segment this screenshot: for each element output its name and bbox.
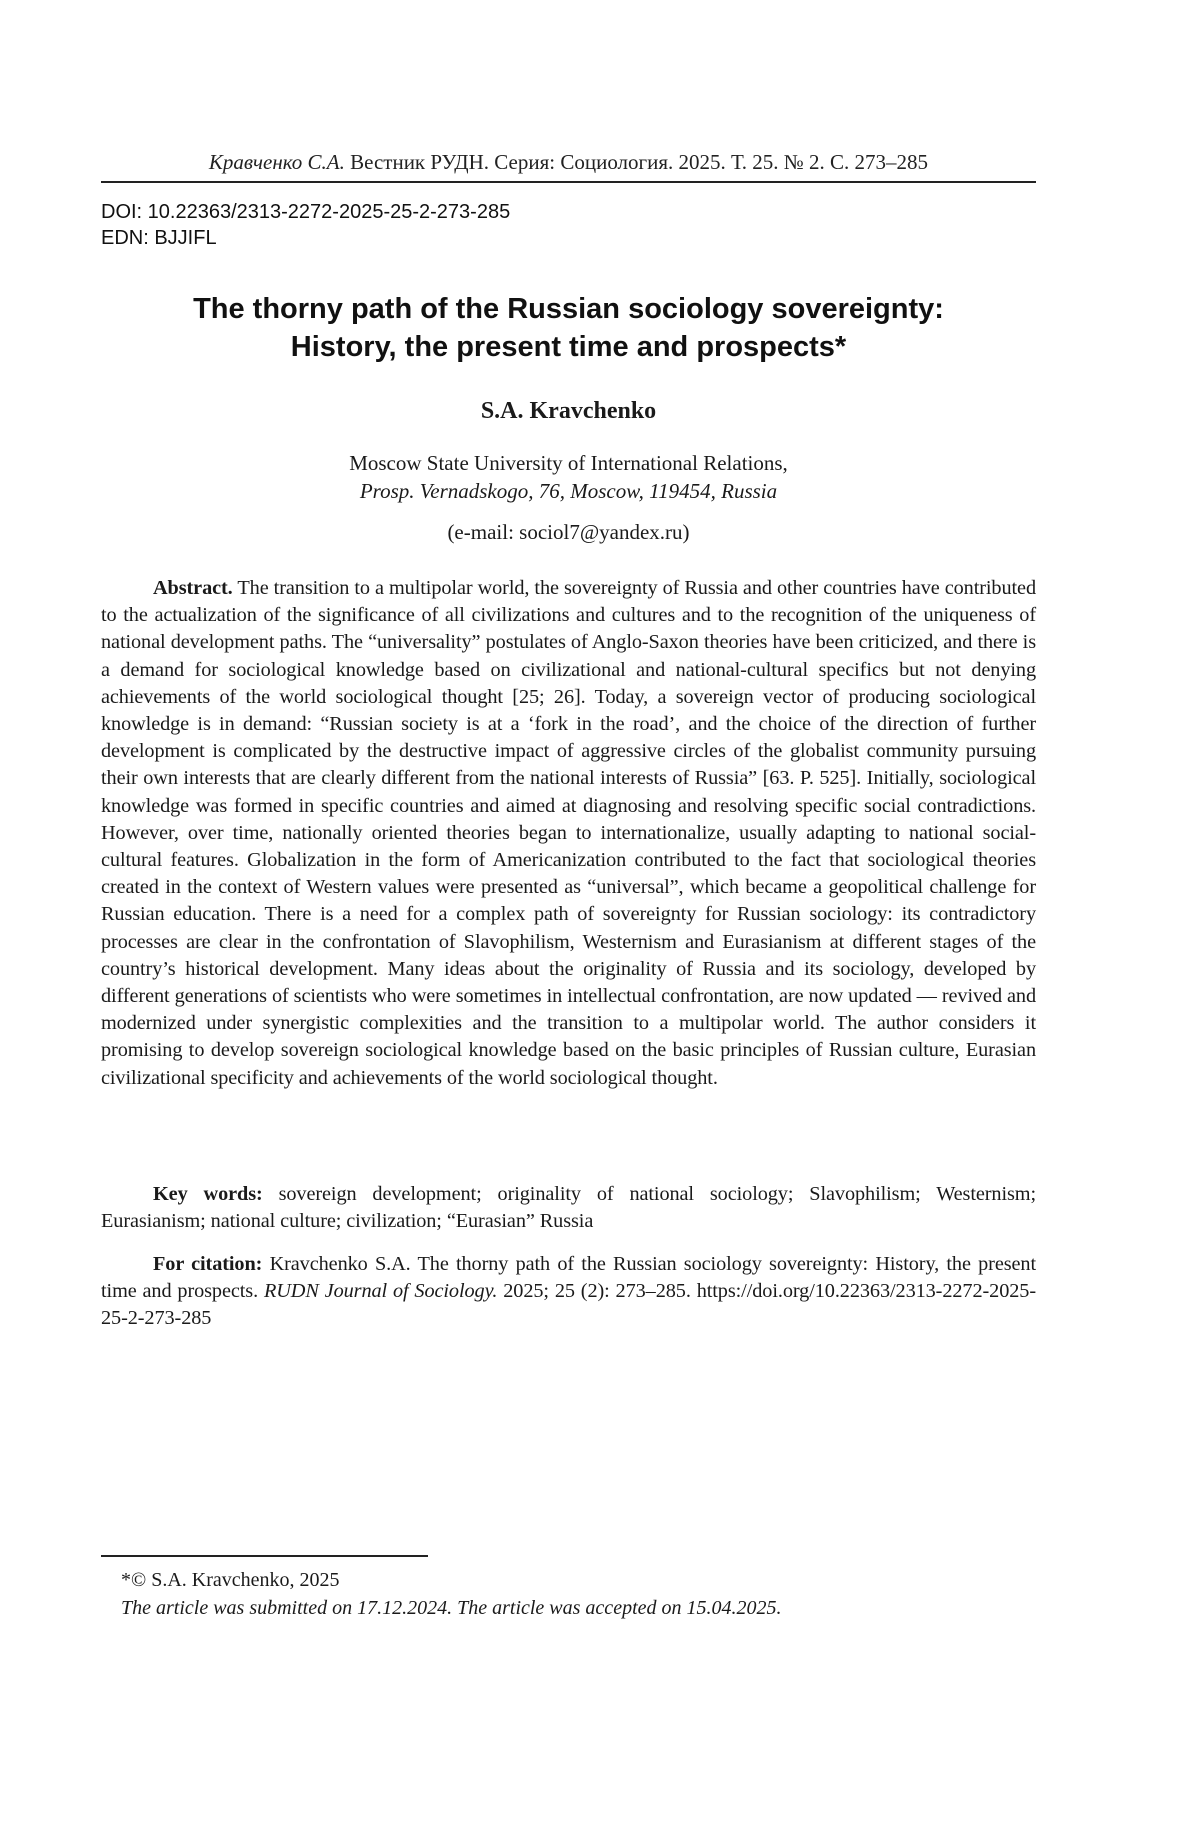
affiliation-org: Moscow State University of International Relations, <box>101 449 1036 477</box>
citation-text-2: 2025; 25 (2): 273–285. https://doi.org/10.22363/2313-2272-2025-25-2-273-285 <box>101 1280 1036 1329</box>
running-head <box>101 150 1036 174</box>
article-title-line-2: History, the present time and prospects* <box>101 328 1036 366</box>
article-page <box>0 0 1200 1834</box>
citation-text: Kravchenko S.A. The thorny path of the Russian sociology sovereignty: History, the present time and prospects. <box>101 1253 1036 1302</box>
footnote-dates: The article was submitted on 17.12.2024. The article was accepted on 15.04.2025. <box>121 1594 782 1622</box>
abstract <box>101 575 1036 1092</box>
header-rule <box>101 181 1036 183</box>
keywords-label: Key words: <box>153 1183 263 1205</box>
running-head-author: Кравченко С.А. <box>209 150 345 174</box>
abstract-text: The transition to a multipolar world, the sovereignty of Russia and other countries have contributed to the actualization of the significance of all civilizations and cultures and to the recognition of the uniqueness of national development paths. The “universality” postulates of Anglo-Saxon theories have been criticized, and there is a demand for sociological knowledge based on civilizational and national-cultural specifics but not denying achievements of the world sociological thought [25; 26]. Today, a sovereign vector of producing sociological knowledge is in demand: “Russian society is at a ‘fork in the road’, and the choice of the direction of further development is complicated by the destructive impact of aggressive circles of the globalist community pursuing their own interests that are clearly different from the national interests of Russia” [63. P. 525]. Initially, sociological knowledge was formed in specific countries and aimed at diagnosing and resolving specific social contradictions. However, over time, nationally oriented theories began to internationalize, usually adapting to national social-cultural features. Globalization in the form of Americanization contributed to the fact that sociological theories created in the context of Western values were presented as “universal”, which became a geopolitical challenge for Russian education. There is a need for a complex path of sovereignty for Russian sociology: its contradictory processes are clear in the confrontation of Slavophilism, Westernism and Eurasianism at different stages of the country’s historical development. Many ideas about the originality of Russia and its sociology, developed by different generations of scientists who were sometimes in intellectual confrontation, are now updated — revived and modernized under synergistic complexities and the transition to a multipolar world. The author considers it promising to develop sovereign sociological knowledge based on the basic principles of Russian culture, Eurasian civilizational specificity and achievements of the world sociological thought. <box>101 577 1036 1089</box>
citation <box>101 1251 1036 1333</box>
abstract-label: Abstract. <box>153 577 233 599</box>
keywords <box>101 1181 1036 1235</box>
affiliation <box>101 449 1036 505</box>
edn: EDN: BJJIFL <box>101 225 510 251</box>
citation-journal: RUDN Journal of Sociology. <box>264 1280 497 1302</box>
identifiers <box>101 199 510 251</box>
article-title-line-1: The thorny path of the Russian sociology sovereignty: <box>101 290 1036 328</box>
author-name: S.A. Kravchenko <box>101 396 1036 426</box>
footnote-copyright: *© S.A. Kravchenko, 2025 <box>121 1566 782 1594</box>
running-head-journal: Вестник РУДН. Серия: Социология. 2025. Т. 25. № 2. С. 273–285 <box>350 150 928 174</box>
author-email: (e-mail: sociol7@yandex.ru) <box>101 519 1036 545</box>
footnote-rule <box>101 1555 428 1557</box>
citation-label: For citation: <box>153 1253 262 1275</box>
keywords-text: sovereign development; originality of national sociology; Slavophilism; Westernism; Eurasianism; national culture; civilization; “Eurasian” Russia <box>101 1183 1036 1232</box>
affiliation-address: Prosp. Vernadskogo, 76, Moscow, 119454, Russia <box>101 477 1036 505</box>
footnote <box>121 1566 782 1622</box>
doi: DOI: 10.22363/2313-2272-2025-25-2-273-285 <box>101 199 510 225</box>
article-title <box>101 290 1036 366</box>
